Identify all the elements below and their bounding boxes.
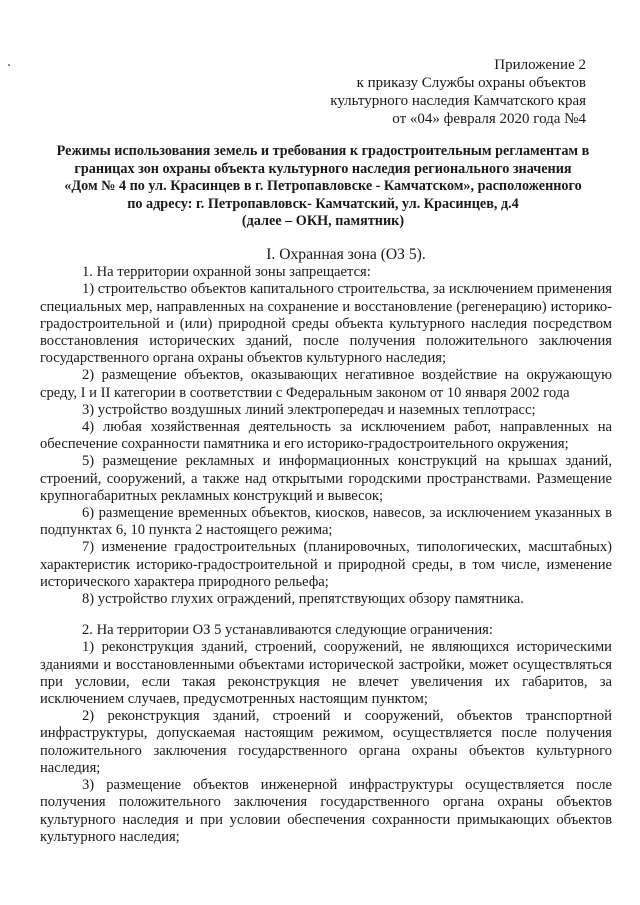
appendix-line: к приказу Службы охраны объектов	[356, 75, 586, 91]
paragraph: 7) изменение градостроительных (планировочных, типологических, масштабных) характеристик историко-градостроительной и природной среды, в том числе, изменение исторического характера природного рельефа;	[40, 539, 612, 590]
paragraph: 1) строительство объектов капитального строительства, за исключением применения специальных мер, направленных на сохранение и восстановление (регенерацию) историко-градостроительной и (или) природной среды объекта культурного наследия посредством восстановления исторических зданий, после получения положительного заключения государственного органа охраны объектов культурного наследия;	[40, 281, 612, 367]
title-line: «Дом № 4 по ул. Красинцев в г. Петропавловске - Камчатском», расположенного	[64, 178, 582, 194]
paragraph: 5) размещение рекламных и информационных конструкций на крышах зданий, строений, сооружений, а также над открытыми городскими пространствами. Размещение крупногабаритных рекламных конструкций и вывесок;	[40, 453, 612, 504]
appendix-line: от «04» февраля 2020 года №4	[392, 111, 586, 127]
title-line: (далее – ОКН, памятник)	[241, 213, 405, 229]
paragraph: 8) устройство глухих ограждений, препятствующих обзору памятника.	[82, 591, 524, 608]
paragraph: 2) размещение объектов, оказывающих негативное воздействие на окружающую среду, I и II категории в соответствии с Федеральным законом от 10 января 2002 года	[40, 367, 612, 401]
document-body	[40, 246, 612, 846]
paragraph: 4) любая хозяйственная деятельность за исключением работ, направленных на обеспечение сохранности памятника и его историко-градостроительного окружения;	[40, 419, 612, 453]
paragraph: 3) устройство воздушных линий электропередач и наземных теплотрасс;	[82, 401, 536, 418]
paragraph: 6) размещение временных объектов, киосков, навесов, за исключением указанных в подпунктах 6, 10 пункта 2 настоящего режима;	[40, 505, 612, 539]
appendix-line: Приложение 2	[494, 57, 586, 73]
appendix-header	[330, 56, 586, 128]
paragraph: 1. На территории охранной зоны запрещается:	[82, 264, 371, 281]
paragraph: 2. На территории ОЗ 5 устанавливаются следующие ограничения:	[82, 622, 493, 639]
paragraph: 3) размещение объектов инженерной инфраструктуры осуществляется после получения положительного заключения государственного органа охраны объектов культурного наследия и при условии обеспечения сохранности примыкающих объектов культурного наследия;	[40, 777, 612, 845]
document-title	[30, 143, 616, 231]
paragraph: 1) реконструкция зданий, строений, сооружений, не являющихся историческими зданиями и восстановленными объектами исторической застройки, может осуществляться при условии, если такая реконструкция не влечет увеличения их габаритов, за исключением случаев, предусмотренных настоящим пунктом;	[40, 639, 612, 708]
title-line: по адресу: г. Петропавловск- Камчатский, ул. Красинцев, д.4	[127, 195, 519, 212]
section-heading: I. Охранная зона (ОЗ 5).	[266, 246, 426, 263]
appendix-line: культурного наследия Камчатского края	[330, 93, 586, 109]
title-line: Режимы использования земель и требования к градостроительным регламентам в	[56, 143, 590, 159]
scan-mark	[8, 64, 10, 66]
paragraph: 2) реконструкция зданий, строений и сооружений, объектов транспортной инфраструктуры, допускаемая настоящим режимом, осуществляется после получения положительного заключения государственного органа охраны объектов культурного наследия;	[40, 708, 612, 776]
title-line: границах зон охраны объекта культурного наследия регионального значения	[74, 160, 572, 177]
